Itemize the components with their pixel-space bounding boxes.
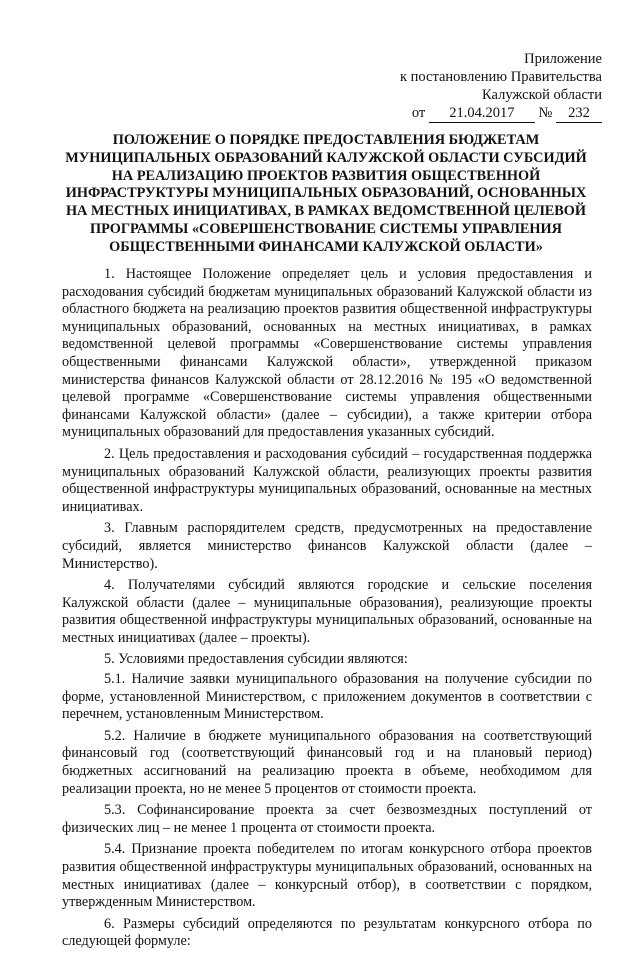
date-number-line: [342, 104, 602, 123]
appendix-header: [342, 50, 602, 123]
document-date: 21.04.2017: [429, 104, 535, 123]
paragraph-5-4: 5.4. Признание проекта победителем по итогам конкурсного отбора проектов развития общественной инфраструктуры муниципальных образований, основанных на местных инициативах (далее – конкурсный отбор), в соответствии с порядком, утвержденным Министерством.: [62, 841, 592, 911]
number-sign: №: [538, 105, 553, 121]
region-name: Калужской области: [482, 87, 602, 103]
paragraph-4: 4. Получателями субсидий являются городские и сельские поселения Калужской области (далее – муниципальные образования), реализующие проекты развития общественной инфраструктуры муниципальных образований, основанные на местных инициативах (далее – проекты).: [62, 577, 592, 646]
paragraph-2: 2. Цель предоставления и расходования субсидий – государственная поддержка муниципальных образований Калужской области, реализующих проекты развития общественной инфраструктуры муниципальных образований, основанные на местных инициативах.: [62, 445, 592, 515]
paragraph-1: 1. Настоящее Положение определяет цель и условия предоставления и расходования субсидий бюджетам муниципальных образований Калужской области из областного бюджета на реализацию проектов развития общественной инфраструктуры муниципальных образований, основанных на местных инициативах, в рамках ведомственной целевой программы «Совершенствование системы управления общественными финансами Калужской области», утвержденной приказом министерства финансов Калужской области от 28.12.2016 № 195 «О ведомственной целевой программе «Совершенствование системы управления общественными финансами Калужской области» (далее – субсидии), а также критерии отбора муниципальных образований для предоставления указанных субсидий.: [62, 266, 592, 441]
title-line: ПОЛОЖЕНИЕ О ПОРЯДКЕ ПРЕДОСТАВЛЕНИЯ БЮДЖЕТАМ: [112, 132, 540, 148]
title-line: ПРОГРАММЫ «СОВЕРШЕНСТВОВАНИЕ СИСТЕМЫ УПРАВЛЕНИЯ: [90, 220, 562, 237]
title-line: МУНИЦИПАЛЬНЫХ ОБРАЗОВАНИЙ КАЛУЖСКОЙ ОБЛАСТИ СУБСИДИЙ: [65, 149, 587, 166]
title-line: НА РЕАЛИЗАЦИЮ ПРОЕКТОВ РАЗВИТИЯ ОБЩЕСТВЕННОЙ: [111, 167, 541, 184]
paragraph-5-3: 5.3. Софинансирование проекта за счет безвозмездных поступлений от физических лиц – не менее 1 процента от стоимости проекта.: [62, 802, 592, 836]
title-line: ИНФРАСТРУКТУРЫ МУНИЦИПАЛЬНЫХ ОБРАЗОВАНИЙ, ОСНОВАННЫХ: [65, 185, 587, 202]
appendix-label: Приложение: [524, 51, 602, 67]
resolution-reference: к постановлению Правительства: [400, 69, 602, 85]
title-line: ОБЩЕСТВЕННЫМИ ФИНАНСАМИ КАЛУЖСКОЙ ОБЛАСТИ»: [109, 238, 543, 255]
date-prefix: от: [411, 105, 426, 121]
document-body: [62, 266, 592, 955]
paragraph-3: 3. Главным распорядителем средств, предусмотренных на предоставление субсидий, является министерство финансов Калужской области (далее – Министерство).: [62, 520, 592, 572]
document-number: 232: [556, 104, 602, 123]
paragraph-5-2: 5.2. Наличие в бюджете муниципального образования на соответствующий финансовый год (соответствующий финансовый год и на плановый период) бюджетных ассигнований на реализацию проекта в объеме, необходимом для реализации проекта, но не менее 5 процентов от стоимости проекта.: [62, 727, 592, 797]
paragraph-5-1: 5.1. Наличие заявки муниципального образования на получение субсидии по форме, установленной Министерством, с приложением документов в соответствии с перечнем, установленным Министерством.: [62, 671, 592, 723]
paragraph-6: 6. Размеры субсидий определяются по результатам конкурсного отбора по следующей формуле:: [62, 915, 592, 950]
paragraph-5: 5. Условиями предоставления субсидии являются:: [104, 651, 408, 668]
document-title: [56, 132, 596, 257]
title-line: НА МЕСТНЫХ ИНИЦИАТИВАХ, В РАМКАХ ВЕДОМСТВЕННОЙ ЦЕЛЕВОЙ: [65, 203, 587, 220]
